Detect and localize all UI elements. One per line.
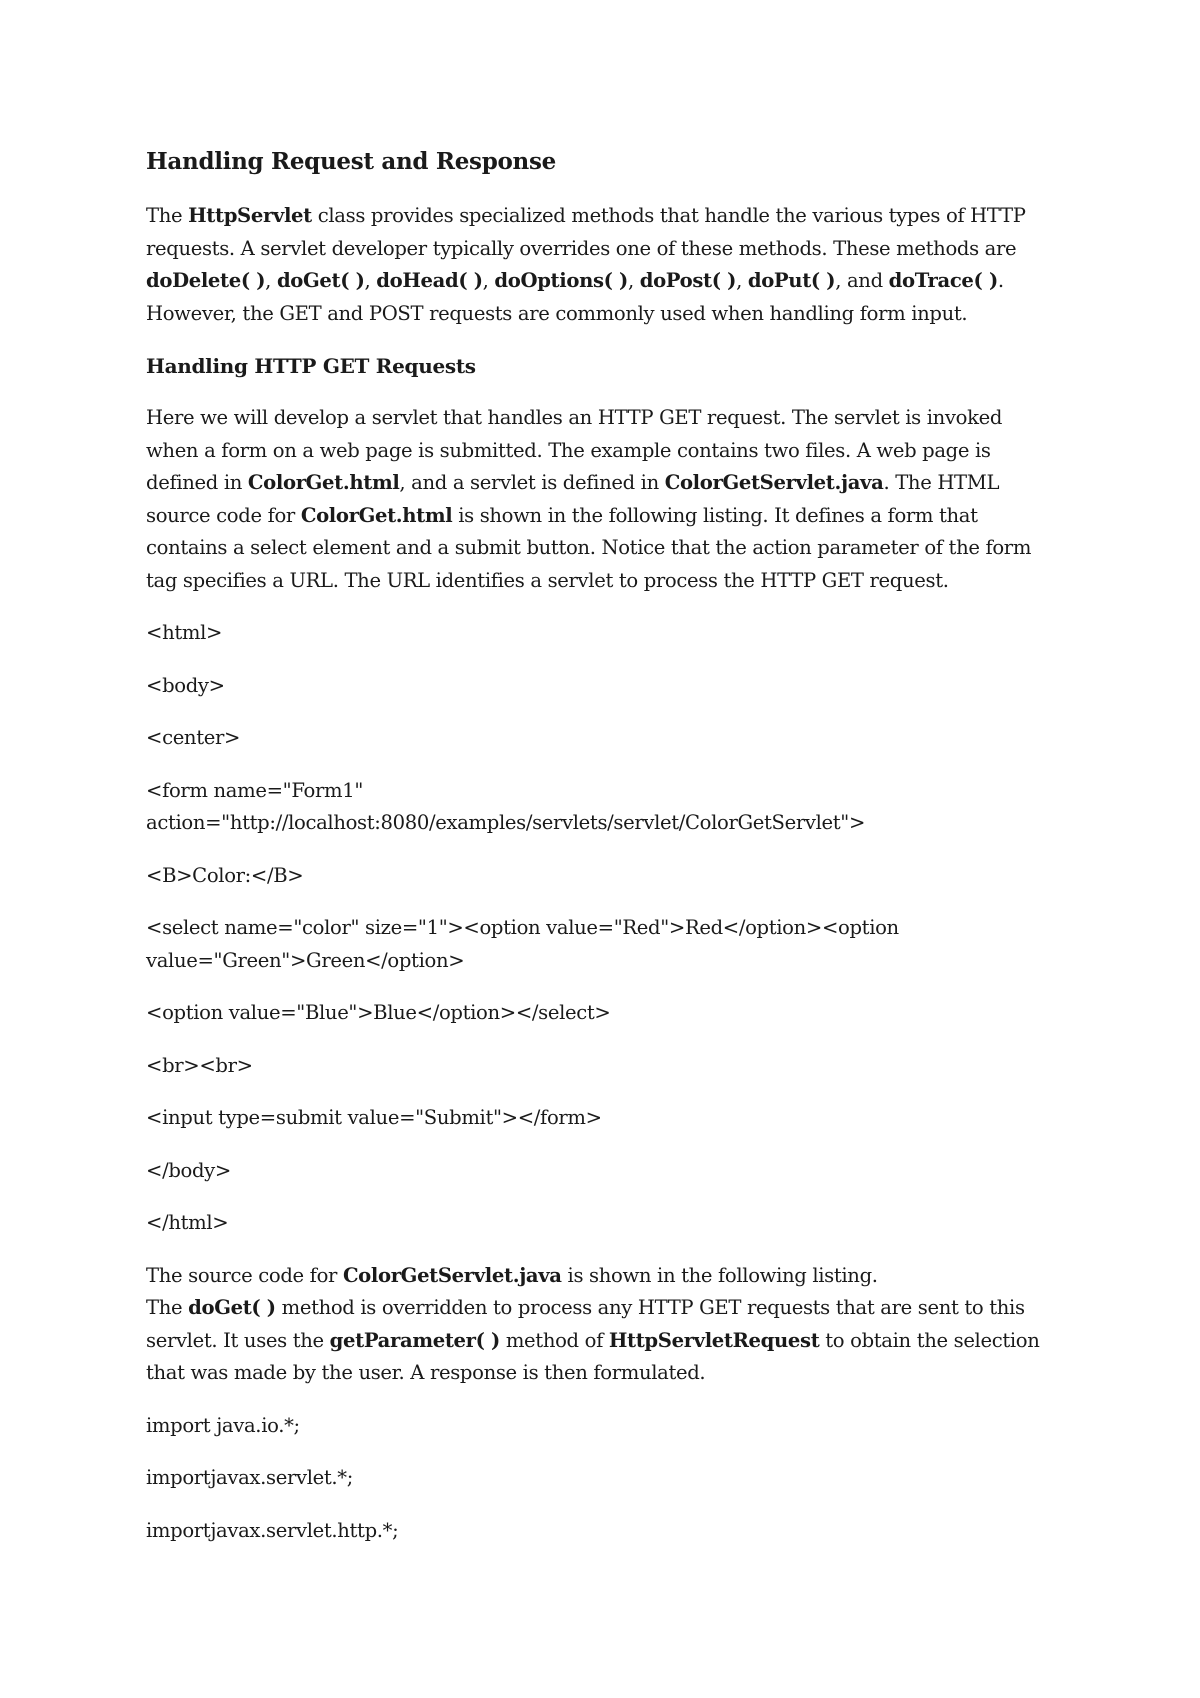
servlet-text-2: is shown in the following listing. bbox=[561, 1263, 878, 1287]
java-code-line: import java.io.*; bbox=[146, 1413, 300, 1437]
servlet-text-4: method is overridden to process any HTTP GET requests that are sent to this servlet. It uses the bbox=[146, 1296, 1025, 1352]
get-text-1: Here we will develop a servlet that handles an HTTP GET request. The servlet is invoked when a form on a web page is submitted. The example contains two files. A web page is defined in bbox=[146, 406, 1003, 494]
intro-sep-4: , bbox=[627, 269, 640, 292]
document-page bbox=[146, 146, 1046, 1567]
html-code-line: <select name="color" size="1"><option value="Red">Red</option><option value="Green">Green</option> bbox=[146, 916, 899, 972]
intro-text-1: The bbox=[146, 204, 189, 227]
html-code-line: <form name="Form1" action="http://localhost:8080/examples/servlets/servlet/ColorGetServlet"> bbox=[146, 778, 866, 834]
method-doget: doGet( ) bbox=[276, 269, 365, 292]
get-paragraph bbox=[146, 402, 1046, 597]
method-dodelete: doDelete( ) bbox=[146, 269, 266, 292]
servlet-text-5: method of bbox=[499, 1328, 609, 1352]
intro-paragraph bbox=[146, 200, 1046, 330]
html-code-line: </body> bbox=[146, 1158, 231, 1182]
intro-sep-3: , bbox=[482, 269, 495, 292]
get-text-3: . The HTML source code for bbox=[146, 471, 1000, 527]
java-code-line: importjavax.servlet.http.*; bbox=[146, 1518, 399, 1542]
html-code-line: <body> bbox=[146, 673, 225, 697]
html-code-line: <option value="Blue">Blue</option></select> bbox=[146, 1001, 611, 1024]
html-code-line: </html> bbox=[146, 1211, 229, 1234]
html-code-line: <br><br> bbox=[146, 1053, 253, 1077]
get-text-2: , and a servlet is defined in bbox=[399, 471, 665, 494]
servlet-text-1: The source code for bbox=[146, 1263, 343, 1287]
httpservlet-term: HttpServlet bbox=[188, 204, 312, 227]
getparameter-term: getParameter( ) bbox=[329, 1328, 500, 1352]
method-dooptions: doOptions( ) bbox=[494, 269, 628, 292]
html-code-line: <B>Color:</B> bbox=[146, 863, 304, 887]
page-title: Handling Request and Response bbox=[146, 148, 556, 175]
intro-sep-6: , and bbox=[835, 269, 889, 292]
section-heading: Handling HTTP GET Requests bbox=[146, 354, 476, 378]
servlet-paragraph bbox=[146, 1260, 1046, 1390]
intro-sep-5: , bbox=[736, 269, 748, 292]
java-code-line: importjavax.servlet.*; bbox=[146, 1466, 353, 1489]
servlet-text-3: The bbox=[146, 1296, 189, 1319]
method-dopost: doPost( ) bbox=[639, 269, 737, 292]
colorgetservlet-java-term-2: ColorGetServlet.java bbox=[342, 1263, 562, 1287]
get-text-4: is shown in the following listing. It defines a form that contains a select element and a submit button. Notice that the action parameter of the form tag specifies a URL. The URL identifies a servlet to process the HTTP GET request. bbox=[146, 503, 1032, 592]
intro-sep-2: , bbox=[364, 269, 377, 292]
servlet-text-6: to obtain the selection that was made by the user. A response is then formulated. bbox=[146, 1328, 1040, 1384]
colorget-html-term: ColorGet.html bbox=[247, 471, 400, 494]
colorgetservlet-java-term: ColorGetServlet.java bbox=[664, 471, 884, 494]
html-code-line: <input type=submit value="Submit"></form> bbox=[146, 1106, 602, 1129]
doget-term: doGet( ) bbox=[188, 1296, 276, 1319]
intro-text-2: class provides specialized methods that handle the various types of HTTP requests. A servlet developer typically overrides one of these methods. These methods are bbox=[146, 204, 1026, 260]
method-dotrace: doTrace( ) bbox=[888, 269, 998, 292]
httpservletrequest-term: HttpServletRequest bbox=[608, 1328, 820, 1352]
intro-text-3: . However, the GET and POST requests are commonly used when handling form input. bbox=[146, 269, 1004, 325]
intro-sep-1: , bbox=[265, 269, 277, 292]
html-code-line: <html> bbox=[146, 621, 223, 644]
html-code-line: <center> bbox=[146, 726, 241, 749]
method-dohead: doHead( ) bbox=[376, 269, 483, 292]
colorget-html-term-2: ColorGet.html bbox=[300, 503, 453, 527]
method-doput: doPut( ) bbox=[747, 269, 836, 292]
